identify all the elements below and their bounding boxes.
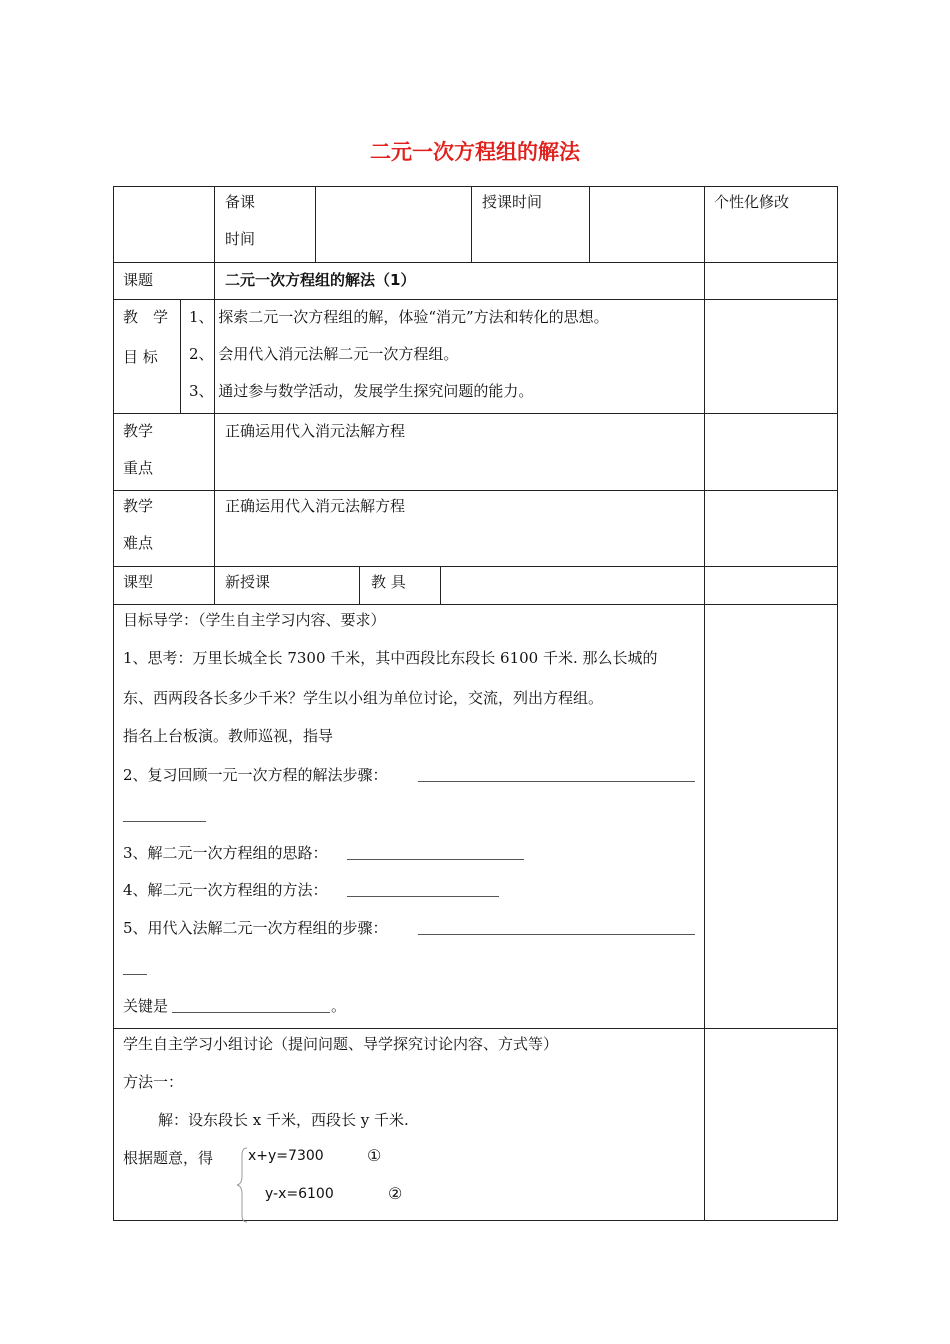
table-border-right <box>837 186 838 1221</box>
guide-question: 5、用代入法解二元一次方程组的步骤： <box>123 919 388 937</box>
column-divider <box>180 299 181 413</box>
objectives-label: 教 学 <box>123 308 169 326</box>
personal-edit-label: 个性化修改 <box>714 193 790 211</box>
column-divider <box>359 566 360 604</box>
answer-blank <box>347 896 499 897</box>
answer-blank <box>418 781 695 782</box>
topic-value: 二元一次方程组的解法（1） <box>225 271 416 289</box>
difficulty-label: 难点 <box>123 534 154 552</box>
key-point-value: 正确运用代入消元法解方程 <box>225 422 406 440</box>
guide-heading: 目标导学：（学生自主学习内容、要求） <box>123 611 386 629</box>
prep-time-label: 时间 <box>225 230 256 248</box>
table-border-left <box>113 186 114 1221</box>
teach-time-label: 授课时间 <box>482 193 543 211</box>
answer-blank <box>172 1012 330 1013</box>
guide-question: 东、西两段各长多少千米？学生以小组为单位讨论，交流，列出方程组。 <box>123 689 604 707</box>
objective-item: 2、 会用代入消元法解二元一次方程组。 <box>189 345 459 363</box>
objective-item: 3、 通过参与数学活动，发展学生探究问题的能力。 <box>189 382 534 400</box>
equation-2: y-x=6100 <box>265 1186 334 1202</box>
objective-item: 1、 探索二元一次方程组的解，体验“消元”方法和转化的思想。 <box>189 308 609 326</box>
column-divider <box>315 186 316 263</box>
guide-question: 指名上台板演。教师巡视，指导 <box>123 727 334 745</box>
row-divider <box>113 490 838 491</box>
equation-1: x+y=7300 <box>248 1148 324 1164</box>
equation-1-marker: ① <box>367 1146 382 1165</box>
prep-time-label: 备课 <box>225 193 256 211</box>
column-divider <box>471 186 472 263</box>
teaching-tools-label: 教 具 <box>371 573 406 591</box>
table-border-bottom <box>113 1220 838 1221</box>
equation-2-marker: ② <box>388 1184 403 1203</box>
row-divider <box>113 262 838 263</box>
key-point-label: 重点 <box>123 459 154 477</box>
answer-blank <box>418 934 695 935</box>
guide-question: 1、思考：万里长城全长 7300 千米，其中西段比东段长 6100 千米. 那么长城的 <box>123 649 658 667</box>
guide-question: 2、复习回顾一元一次方程的解法步骤： <box>123 766 388 784</box>
objectives-label: 目 标 <box>123 348 158 366</box>
key-point-label: 教学 <box>123 422 154 440</box>
answer-blank <box>123 974 147 975</box>
column-divider <box>589 186 590 263</box>
answer-blank <box>123 821 206 822</box>
row-divider <box>113 604 838 605</box>
lesson-type-value: 新授课 <box>225 573 271 591</box>
row-divider <box>113 299 838 300</box>
difficulty-label: 教学 <box>123 497 154 515</box>
column-divider <box>704 186 705 1221</box>
topic-label: 课题 <box>123 271 154 289</box>
discussion-heading: 学生自主学习小组讨论（提问问题、导学探究讨论内容、方式等） <box>123 1035 559 1053</box>
row-divider <box>113 1028 838 1029</box>
difficulty-value: 正确运用代入消元法解方程 <box>225 497 406 515</box>
table-border-top <box>113 186 838 187</box>
solution-line: 解：设东段长 x 千米，西段长 y 千米. <box>158 1111 409 1129</box>
key-suffix: 。 <box>331 997 347 1015</box>
answer-blank <box>347 859 524 860</box>
method-label: 方法一： <box>123 1073 184 1091</box>
row-divider <box>113 566 838 567</box>
lesson-type-label: 课型 <box>123 573 154 591</box>
guide-question: 3、解二元一次方程组的思路： <box>123 844 328 862</box>
guide-question: 4、解二元一次方程组的方法： <box>123 881 328 899</box>
column-divider <box>440 566 441 604</box>
according-label: 根据题意，得 <box>123 1149 214 1167</box>
document-title: 二元一次方程组的解法 <box>370 140 580 164</box>
row-divider <box>113 413 838 414</box>
key-prefix: 关键是 <box>123 997 169 1015</box>
